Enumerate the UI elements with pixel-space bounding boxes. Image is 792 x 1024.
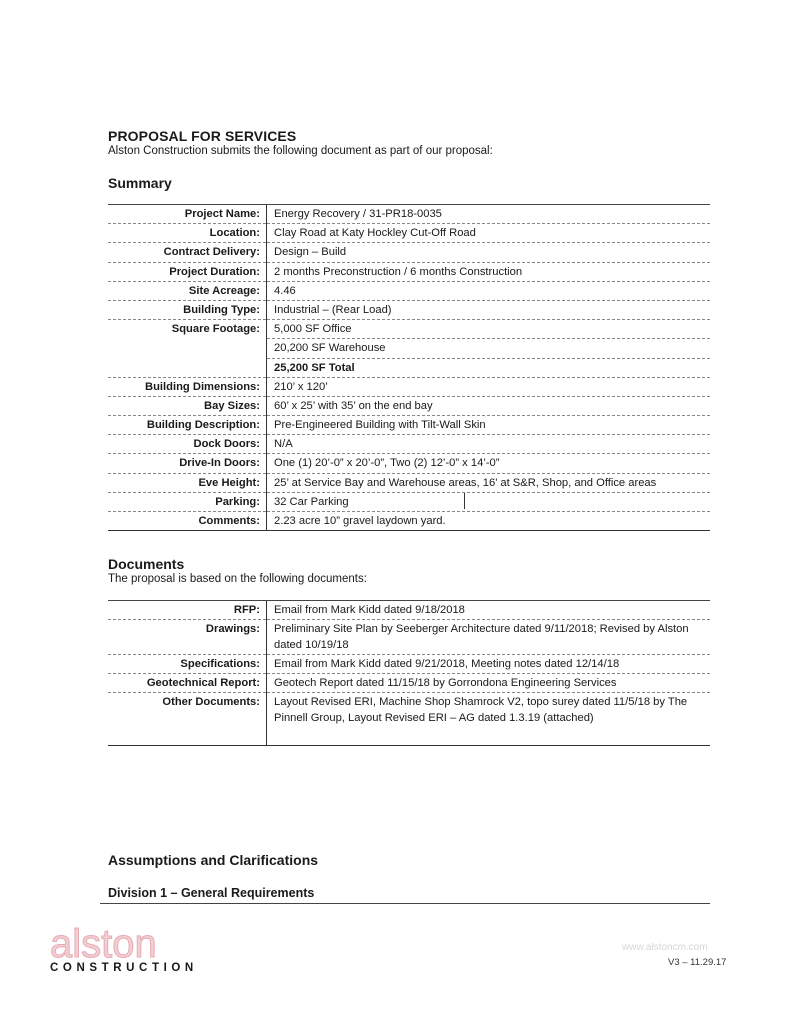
row-value: Design – Build — [267, 243, 711, 262]
row-label: Geotechnical Report: — [108, 674, 267, 693]
row-label: Site Acreage: — [108, 281, 267, 300]
logo-wordmark: alston — [50, 922, 157, 966]
row-value: 2 months Preconstruction / 6 months Construction — [267, 262, 711, 281]
row-label: Eve Height: — [108, 473, 267, 492]
summary-row-contract-delivery — [108, 243, 710, 262]
documents-row-specifications — [108, 655, 710, 674]
row-value: Preliminary Site Plan by Seeberger Architecture dated 9/11/2018; Revised by Alston dated 10/19/18 — [267, 620, 711, 655]
row-value: Layout Revised ERI, Machine Shop Shamrock V2, topo surey dated 11/5/18 by The Pinnell Group, Layout Revised ERI – AG dated 1.3.19 (attached) — [267, 693, 711, 746]
row-value: Clay Road at Katy Hockley Cut-Off Road — [267, 224, 711, 243]
row-label: Drawings: — [108, 620, 267, 655]
row-label: Building Type: — [108, 300, 267, 319]
summary-row-parking — [108, 492, 710, 511]
row-label: Dock Doors: — [108, 435, 267, 454]
row-value-total: 25,200 SF Total — [267, 358, 711, 377]
row-value: 20,200 SF Warehouse — [267, 339, 711, 358]
row-label: Contract Delivery: — [108, 243, 267, 262]
row-label: Building Dimensions: — [108, 377, 267, 396]
row-value: Email from Mark Kidd dated 9/18/2018 — [267, 601, 711, 620]
row-label: Comments: — [108, 512, 267, 531]
summary-row-project-duration — [108, 262, 710, 281]
division-heading: Division 1 – General Requirements — [108, 886, 315, 900]
row-value: Pre-Engineered Building with Tilt-Wall Skin — [267, 416, 711, 435]
row-label: Specifications: — [108, 655, 267, 674]
row-value: 210’ x 120’ — [267, 377, 711, 396]
summary-row-drive-in-doors — [108, 454, 710, 473]
summary-row-dock-doors — [108, 435, 710, 454]
row-label: Other Documents: — [108, 693, 267, 746]
row-value: Geotech Report dated 11/15/18 by Gorrondona Engineering Services — [267, 674, 711, 693]
summary-row-location — [108, 224, 710, 243]
documents-row-drawings — [108, 620, 710, 655]
row-value: 2.23 acre 10” gravel laydown yard. — [267, 512, 711, 531]
row-value: 5,000 SF Office — [267, 320, 711, 339]
summary-row-building-dimensions — [108, 377, 710, 396]
row-label: Project Duration: — [108, 262, 267, 281]
documents-table — [108, 601, 710, 746]
row-value: 25’ at Service Bay and Warehouse areas, 16’ at S&R, Shop, and Office areas — [267, 473, 711, 492]
footer-website: www.alstoncm.com — [622, 942, 708, 953]
row-label: Bay Sizes: — [108, 396, 267, 415]
documents-row-rfp — [108, 601, 710, 620]
summary-row-square-footage-total — [108, 358, 710, 377]
documents-row-geotechnical — [108, 674, 710, 693]
row-value: 32 Car Parking — [274, 493, 465, 509]
row-value: Email from Mark Kidd dated 9/21/2018, Meeting notes dated 12/14/18 — [267, 655, 711, 674]
row-label: RFP: — [108, 601, 267, 620]
row-value: One (1) 20’-0” x 20’-0”, Two (2) 12’-0” x 14’-0” — [267, 454, 711, 473]
intro-text: Alston Construction submits the following document as part of our proposal: — [108, 145, 493, 157]
row-label: Building Description: — [108, 416, 267, 435]
row-value: N/A — [267, 435, 711, 454]
summary-table — [108, 205, 710, 531]
row-value: 4.46 — [267, 281, 711, 300]
row-label: Parking: — [108, 492, 267, 511]
assumptions-heading: Assumptions and Clarifications — [108, 852, 319, 868]
row-label: Square Footage: — [108, 320, 267, 339]
summary-row-building-description — [108, 416, 710, 435]
row-value: 60’ x 25’ with 35’ on the end bay — [267, 396, 711, 415]
summary-row-comments — [108, 512, 710, 531]
row-label: Drive-In Doors: — [108, 454, 267, 473]
documents-row-other — [108, 693, 710, 746]
documents-heading: Documents — [108, 556, 185, 572]
summary-row-square-footage — [108, 320, 710, 339]
row-label: Location: — [108, 224, 267, 243]
summary-row-eve-height — [108, 473, 710, 492]
footer-version: V3 – 11.29.17 — [668, 957, 727, 968]
page-title: PROPOSAL FOR SERVICES — [108, 128, 297, 144]
row-value: Energy Recovery / 31-PR18-0035 — [267, 205, 711, 224]
alston-logo — [30, 922, 200, 972]
summary-row-site-acreage — [108, 281, 710, 300]
division-rule — [100, 903, 710, 904]
logo-subtitle: CONSTRUCTION — [50, 962, 198, 974]
summary-row-project-name — [108, 205, 710, 224]
summary-row-bay-sizes — [108, 396, 710, 415]
summary-row-square-footage-warehouse — [108, 339, 710, 358]
documents-intro: The proposal is based on the following documents: — [108, 573, 367, 585]
summary-heading: Summary — [108, 175, 172, 191]
row-value: Industrial – (Rear Load) — [267, 300, 711, 319]
summary-row-building-type — [108, 300, 710, 319]
row-label: Project Name: — [108, 205, 267, 224]
